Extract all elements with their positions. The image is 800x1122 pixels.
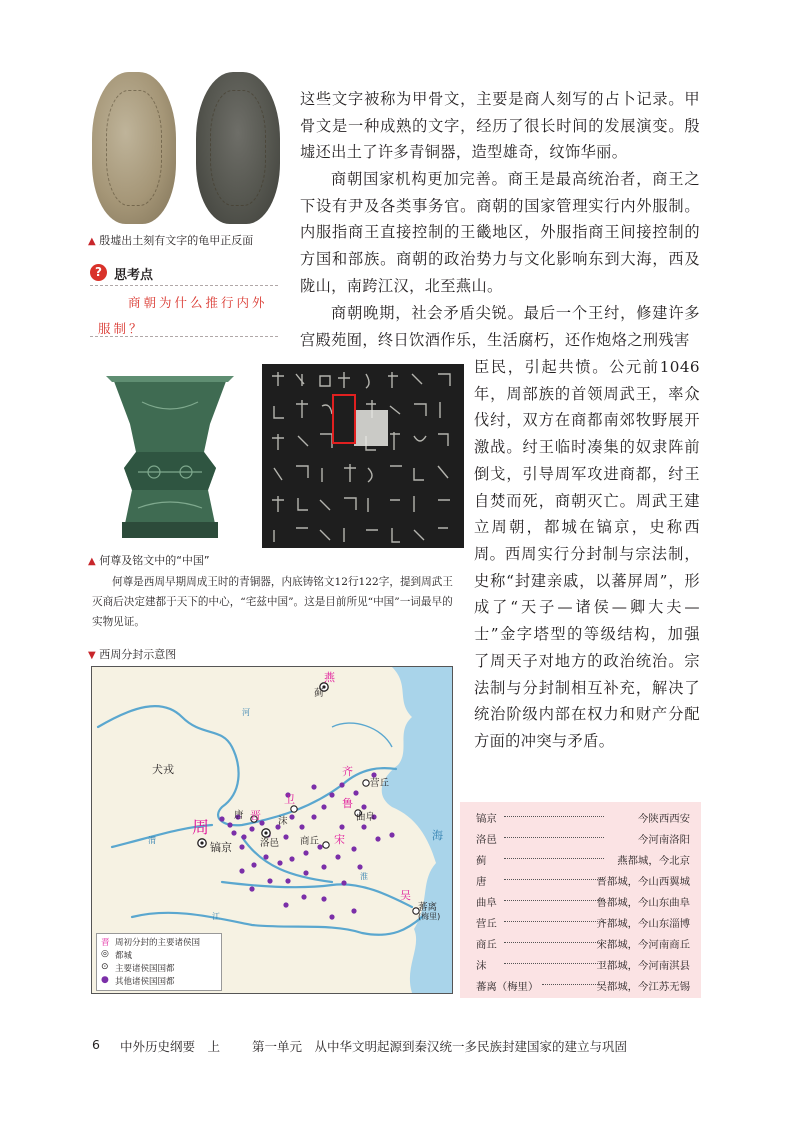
he-zun-note: 何尊是西周早期周成王时的青铜器，内底铸铭文12行122字，提到周武王灭商后决定建都于天下的中心，“宅兹中国”。这是目前所见“中国”一词最早的实物见证。 [92,576,453,628]
map-label-zhou: 周 [192,818,209,838]
zhongguo-highlight-box [332,394,356,444]
map-label-tang: 唐 [234,810,244,821]
map-label-luoyi: 洛邑 [260,838,280,849]
paragraph-4: 西周实行分封制与宗法制，史称“封建亲戚，以蕃屏周”，形成了“天子—诸侯—卿大夫—士”金字塔型的等级结构，加强了周天子对地方的政治统治。宗法制与分封制相互补充，解决了统治阶级内部在权力和财产分配方面的冲突与矛盾。 [474,545,700,750]
book-title: 中外历史纲要 上 [120,1039,221,1054]
paragraph-1: 这些文字被称为甲骨文，主要是商人刻写的占卜记录。甲骨文是一种成熟的文字，经历了很长时间的发展演变。殷墟还出土了许多青铜器，造型雄奇，纹饰华丽。 [300,90,700,162]
legend-item-states: 周初分封的主要诸侯国 [115,938,201,948]
place-desc: 今陕西西安 [638,813,690,825]
leader-dots [504,900,604,901]
triangle-icon: ▲ [88,236,96,247]
triangle-icon: ▲ [88,556,96,567]
minor-state-capital-icon: ● [101,975,109,985]
divider [90,336,278,337]
capital-icon: ◎ [101,949,109,959]
place-row [476,810,690,830]
paragraph-3-continued: 臣民，引起共愤。公元前1046年，周部族的首领周武王，率众伐纣，双方在商都南郊牧野展开激战。纣王临时凑集的奴隶阵前倒戈，引导周军攻进商都，纣王自焚而死，商朝灭亡。周武王建立周朝，都城在镐京，史称西周。 [474,358,700,563]
leader-dots [504,858,604,859]
place-desc: 今河南洛阳 [638,834,690,846]
map-legend [96,933,222,991]
place-name: 唐 [476,876,487,888]
oracle-bone-caption [88,232,253,248]
place-desc: 齐都城，今山东淄博 [596,918,690,930]
place-desc: 燕都城，今北京 [617,855,690,867]
place-desc: 鲁都城，今山东曲阜 [596,897,690,909]
caption-text: 西周分封示意图 [99,648,177,661]
legend-item-other: 其他诸侯国国都 [115,977,175,987]
map-label-meili: (梅里) [418,912,441,921]
think-point-question: 商朝为什么推行内外服制？ [98,295,268,336]
place-desc: 宋都城，今河南商丘 [596,939,690,951]
map-caption [88,646,176,662]
map-label-mo: 沫 [278,816,288,827]
map-label-haojing: 镐京 [210,841,232,854]
inscription-rubbing [262,364,464,548]
map-label-qi: 齐 [342,765,353,778]
place-name: 商丘 [476,939,497,951]
map-label-qufu: 曲阜 [356,812,376,823]
place-row [476,978,690,998]
place-desc: 卫都城，今河南淇县 [596,960,690,972]
map-label-huai: 淮 [360,872,368,881]
place-row [476,852,690,872]
place-name: 曲阜 [476,897,497,909]
triangle-down-icon: ▼ [88,650,96,661]
place-name: 洛邑 [476,834,497,846]
map-label-shangqiu: 商丘 [300,836,320,847]
map-label-hai: 海 [432,829,443,842]
place-row [476,831,690,851]
think-point-box [90,264,278,336]
map-label-ji: 蓟 [314,688,324,699]
leader-dots [504,816,604,817]
he-zun-caption [88,552,210,568]
inscription-strokes [262,364,464,548]
map-label-fanli: 蕃离 [418,902,438,913]
page-number: 6 [92,1037,100,1052]
place-desc: 吴都城，今江苏无锡 [596,981,690,993]
map-label-he: 河 [242,708,250,717]
leader-dots [504,837,604,838]
map-label-wei-river: 渭 [148,836,156,845]
unit-title: 第一单元 从中华文明起源到秦汉统一多民族封建国家的建立与巩固 [252,1039,628,1054]
place-name: 蕃离（梅里） [476,981,539,993]
legend-item-major: 主要诸侯国国都 [115,964,175,974]
place-row [476,915,690,935]
oracle-bone-back-photo [196,72,280,224]
leader-dots [504,921,604,922]
place-name: 蓟 [476,855,487,867]
map-label-jin: 晋 [250,809,261,822]
map-label-jiang: 江 [212,912,220,921]
oracle-bone-front-photo [92,72,176,224]
map-label-song: 宋 [334,833,345,846]
map-label-wu: 吴 [400,889,411,902]
place-name: 镐京 [476,813,497,825]
legend-state-sample: 晋 [101,938,110,948]
divider [90,285,278,286]
paragraph-2: 商朝国家机构更加完善。商王是最高统治者，商王之下设有尹及各类事务官。商朝的国家管理实行内外服制。内服指商王直接控制的王畿地区，外服指商王间接控制的方国和部族。商朝的政治势力与文化影响东到大海，西及陇山，南跨江汉，北至燕山。 [300,170,700,295]
place-name-table [460,802,701,998]
place-desc: 晋都城，今山西翼城 [596,876,690,888]
major-state-capital-icon: ⊙ [101,962,109,972]
leader-dots [504,879,604,880]
place-name: 营丘 [476,918,497,930]
leader-dots [504,942,604,943]
caption-text: 何尊及铭文中的“中国” [99,554,210,567]
map-label-lu: 鲁 [342,797,353,810]
he-zun-vessel-photo [92,372,248,542]
leader-dots [542,984,604,985]
map-label-quanrong: 犬戎 [152,763,174,776]
place-name: 沫 [476,960,487,972]
place-row [476,873,690,893]
map-label-wei: 卫 [284,793,295,806]
western-zhou-fief-map [91,666,453,994]
legend-item-capital: 都城 [115,951,133,961]
caption-text: 殷墟出土刻有文字的龟甲正反面 [99,234,254,247]
map-label-yan: 燕 [324,671,335,684]
place-row [476,894,690,914]
question-icon: ? [90,264,107,281]
paragraph-3: 商朝晚期，社会矛盾尖锐。最后一个王纣，修建许多宫殿苑囿，终日饮酒作乐，生活腐朽，还作炮烙之刑残害 [300,304,700,349]
leader-dots [504,963,604,964]
think-point-title: 思考点 [114,268,154,283]
place-row [476,957,690,977]
place-row [476,936,690,956]
map-label-yingqiu: 营丘 [370,778,390,789]
